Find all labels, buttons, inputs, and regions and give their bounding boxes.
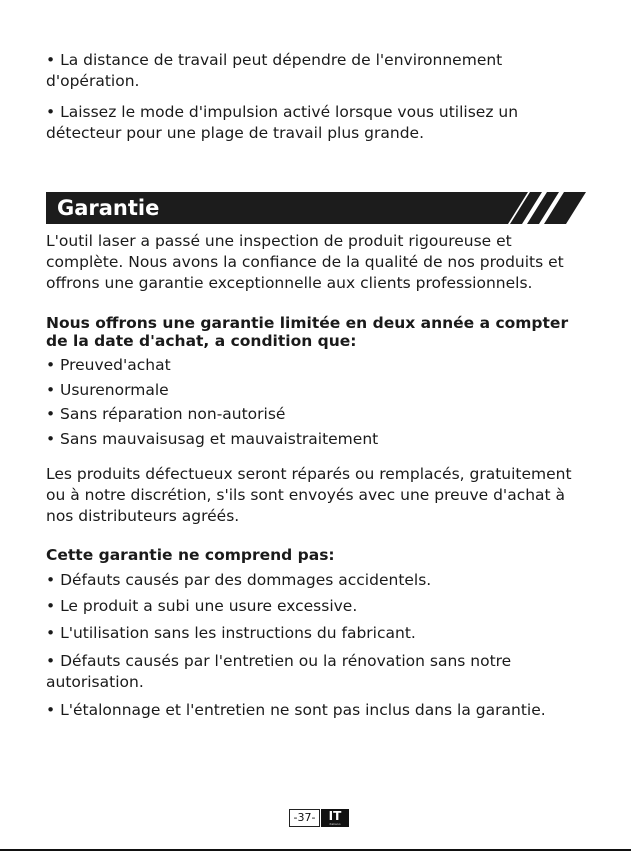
intro-bullet-working-distance: • La distance de travail peut dépendre de l'environnement d'opération.	[46, 51, 503, 90]
list-item: • Sans réparation non-autorisé	[46, 405, 286, 423]
language-badge: IT	[321, 809, 349, 827]
condition-text: Sans mauvaisusag et mauvaistraitement	[60, 429, 379, 448]
section-title: Garantie	[57, 196, 160, 220]
exclusion-accidental-damage: • Défauts causés par des dommages accidentels.	[46, 571, 432, 589]
exclusion-calibration: • L'étalonnage et l'entretien ne sont pas inclus dans la garantie.	[46, 701, 546, 719]
page-number: -37-	[289, 809, 320, 827]
quality-paragraph: L'outil laser a passé une inspection de produit rigoureuse et complète. Nous avons la confiance de la qualité de nos produits et offrons une garantie exceptionnelle aux clients professionnels.	[46, 232, 564, 292]
repair-paragraph: Les produits défectueux seront réparés ou remplacés, gratuitement ou à notre discrétion, s'ils sont envoyés avec une preuve d'achat à nos distributeurs agréés.	[46, 465, 572, 525]
condition-text: Sans réparation non-autorisé	[60, 405, 286, 423]
condition-text: Preuved'achat	[60, 356, 171, 374]
list-item: • Preuved'achat	[46, 356, 171, 374]
intro-bullet-pulse-mode: • Laissez le mode d'impulsion activé lorsque vous utilisez un détecteur pour une plage de travail plus grande.	[46, 103, 519, 142]
section-banner-garantie	[46, 192, 586, 224]
exclusion-unauthorized-service: • Défauts causés par l'entretien ou la rénovation sans notre autorisation.	[46, 652, 512, 691]
condition-text: Usurenormale	[60, 380, 169, 399]
warranty-offer-heading: Nous offrons une garantie limitée en deux année a compter de la date d'achat, a condition que:	[46, 314, 569, 350]
exclusion-excessive-wear: • Le produit a subi une usure excessive.	[46, 597, 358, 615]
list-item: • Sans mauvaisusag et mauvaistraitement	[46, 429, 379, 448]
exclusion-instructions: • L'utilisation sans les instructions du fabricant.	[46, 624, 416, 642]
list-item: • Usurenormale	[46, 380, 169, 399]
warranty-conditions-list	[46, 353, 591, 451]
exclusions-heading: Cette garantie ne comprend pas:	[46, 546, 335, 564]
language-badge-subtext: italiano	[329, 822, 341, 826]
